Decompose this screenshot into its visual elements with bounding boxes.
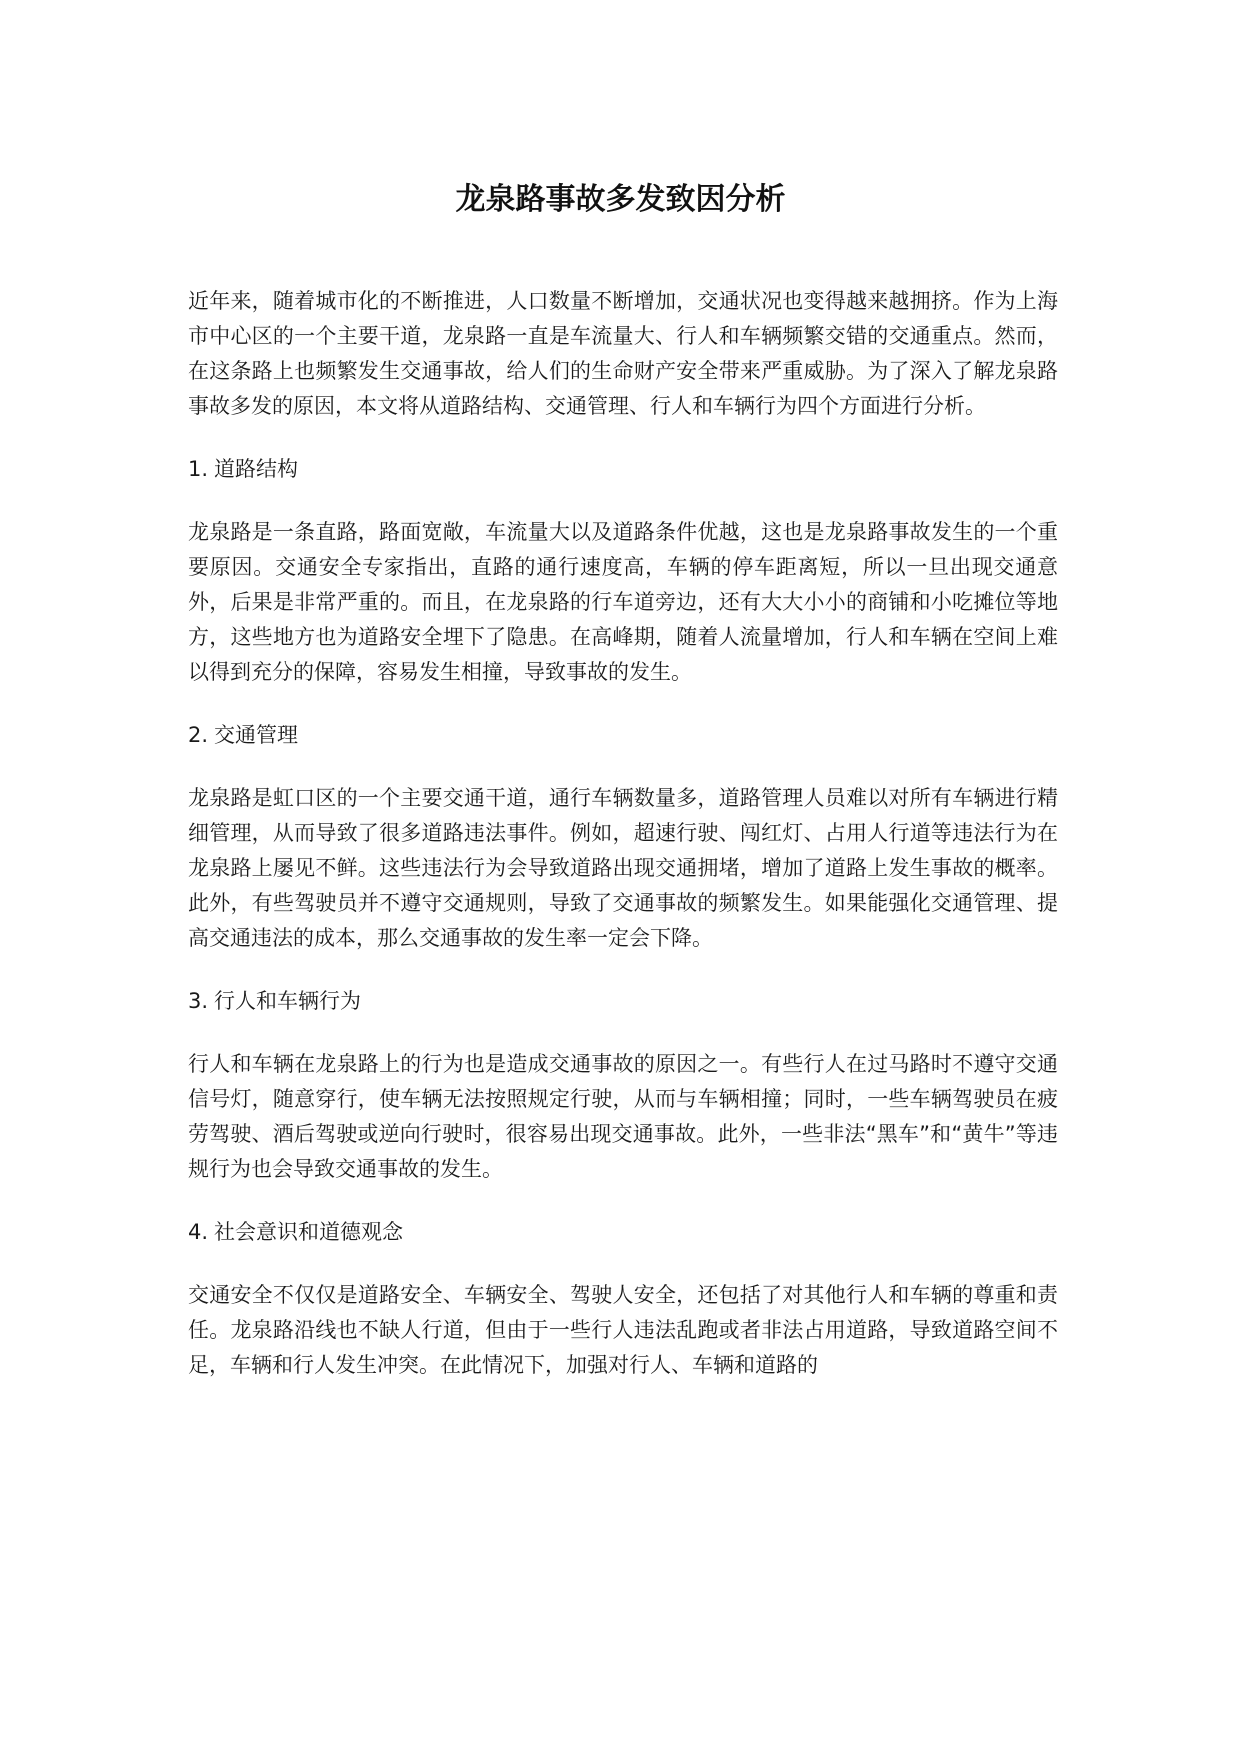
section-heading-2 <box>188 718 1058 753</box>
intro-paragraph: 近年来，随着城市化的不断推进，人口数量不断增加，交通状况也变得越来越拥挤。作为上海市中心区的一个主要干道，龙泉路一直是车流量大、行人和车辆频繁交错的交通重点。然而，在这条路上也频繁发生交通事故，给人们的生命财产安全带来严重威胁。为了深入了解龙泉路事故多发的原因，本文将从道路结构、交通管理、行人和车辆行为四个方面进行分析。 <box>188 289 1058 418</box>
document-body <box>188 284 1058 1411</box>
section-number: 2. <box>188 723 209 747</box>
section-number: 1. <box>188 457 209 481</box>
section-body-3: 行人和车辆在龙泉路上的行为也是造成交通事故的原因之一。有些行人在过马路时不遵守交通信号灯，随意穿行，使车辆无法按照规定行驶，从而与车辆相撞；同时，一些车辆驾驶员在疲劳驾驶、酒后驾驶或逆向行驶时，很容易出现交通事故。此外，一些非法“黑车”和“黄牛”等违规行为也会导致交通事故的发生。 <box>188 1052 1058 1181</box>
section-heading-text: 行人和车辆行为 <box>214 989 362 1013</box>
section-heading-text: 社会意识和道德观念 <box>214 1220 404 1244</box>
section-heading-1 <box>188 452 1058 487</box>
section-heading-4 <box>188 1215 1058 1250</box>
document-title: 龙泉路事故多发致因分析 <box>455 182 786 217</box>
section-heading-text: 交通管理 <box>214 723 299 747</box>
section-number: 4. <box>188 1220 209 1244</box>
section-heading-text: 道路结构 <box>214 457 299 481</box>
section-heading-3 <box>188 984 1058 1019</box>
section-body-1: 龙泉路是一条直路，路面宽敞，车流量大以及道路条件优越，这也是龙泉路事故发生的一个重要原因。交通安全专家指出，直路的通行速度高，车辆的停车距离短，所以一旦出现交通意外，后果是非常严重的。而且，在龙泉路的行车道旁边，还有大大小小的商铺和小吃摊位等地方，这些地方也为道路安全埋下了隐患。在高峰期，随着人流量增加，行人和车辆在空间上难以得到充分的保障，容易发生相撞，导致事故的发生。 <box>188 520 1058 684</box>
section-body-4: 交通安全不仅仅是道路安全、车辆安全、驾驶人安全，还包括了对其他行人和车辆的尊重和责任。龙泉路沿线也不缺人行道，但由于一些行人违法乱跑或者非法占用道路，导致道路空间不足，车辆和行人发生冲突。在此情况下，加强对行人、车辆和道路的 <box>188 1283 1058 1377</box>
section-body-2: 龙泉路是虹口区的一个主要交通干道，通行车辆数量多，道路管理人员难以对所有车辆进行精细管理，从而导致了很多道路违法事件。例如，超速行驶、闯红灯、占用人行道等违法行为在龙泉路上屡见不鲜。这些违法行为会导致道路出现交通拥堵，增加了道路上发生事故的概率。此外，有些驾驶员并不遵守交通规则，导致了交通事故的频繁发生。如果能强化交通管理、提高交通违法的成本，那么交通事故的发生率一定会下降。 <box>188 786 1058 950</box>
section-number: 3. <box>188 989 209 1013</box>
